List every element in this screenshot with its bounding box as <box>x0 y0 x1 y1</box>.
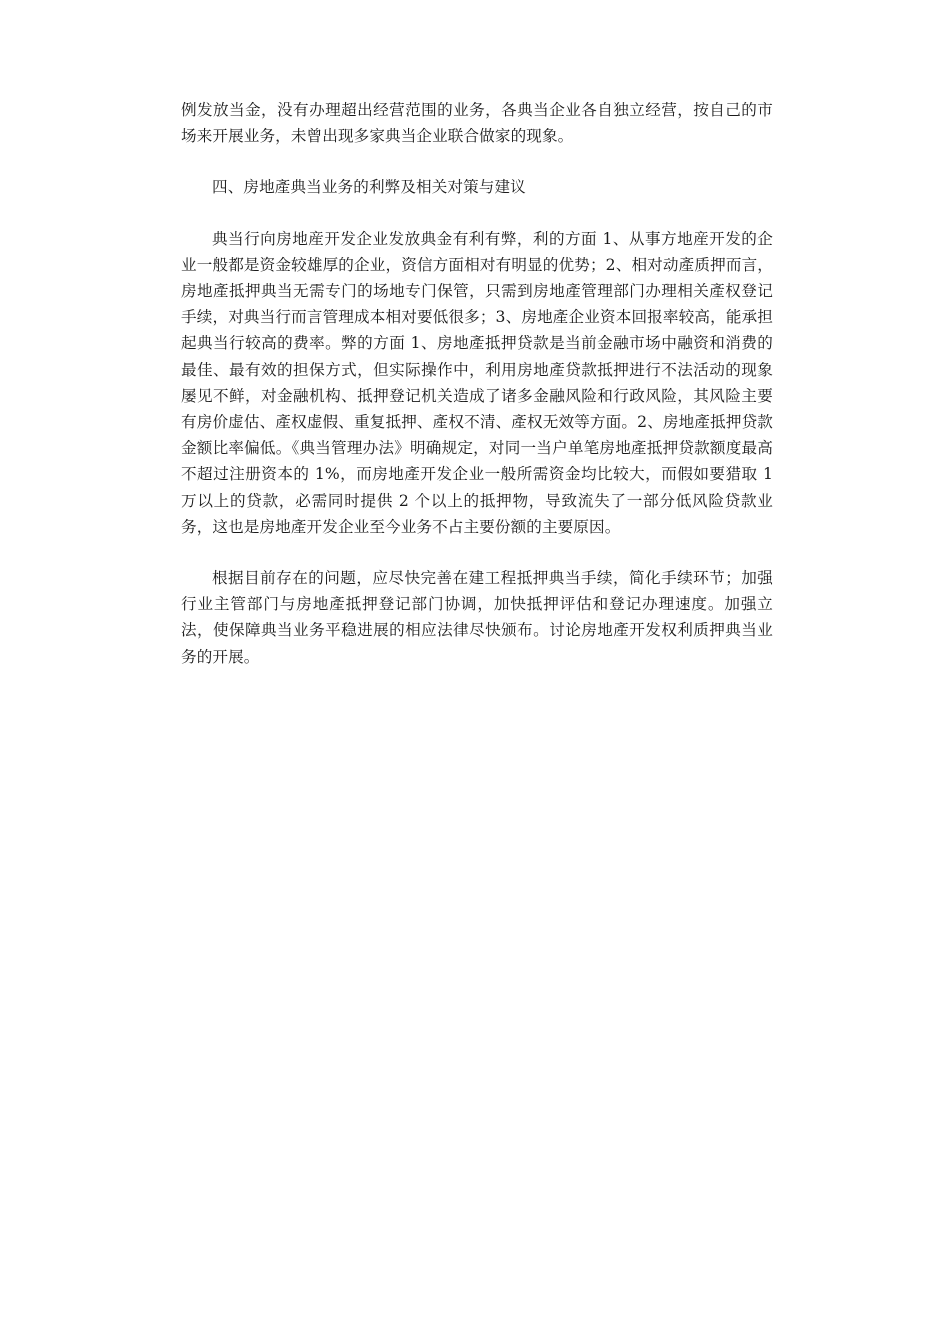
document-page <box>181 97 773 670</box>
paragraph-continuation: 例发放当金，没有办理超出经营范围的业务，各典当企业各自独立经营，按自己的市场来开展业务，未曾出现多家典当企业联合做家的现象。 <box>181 101 773 146</box>
section-heading: 四、房地產典当业务的利弊及相关对策与建议 <box>212 178 526 197</box>
paragraph-recommendations: 根据目前存在的问题，应尽快完善在建工程抵押典当手续，简化手续环节；加强行业主管部门与房地產抵押登记部门协调，加快抵押评估和登记办理速度。加强立法，使保障典当业务平稳进展的相应法律尽快颁布。讨论房地產开发权利质押典当业务的开展。 <box>181 569 773 666</box>
paragraph-pros-cons: 典当行向房地産开发企业发放典金有利有弊，利的方面 1、从事方地産开发的企业一般都是资金较雄厚的企业，资信方面相对有明显的优势；2、相对动產质押而言，房地產抵押典当无需专门的场地专门保管，只需到房地產管理部门办理相关產权登记手续，对典当行而言管理成本相对要低很多；3、房地產企业资本回报率较高，能承担起典当行较高的费率。弊的方面 1、房地產抵押贷款是当前金融市场中融资和消费的最佳、最有效的担保方式，但实际操作中，利用房地產贷款抵押进行不法活动的现象屡见不鲜，对金融机构、抵押登记机关造成了诸多金融风险和行政风险，其风险主要有房价虚估、產权虚假、重复抵押、產权不清、產权无效等方面。2、房地產抵押贷款金额比率偏低。《典当管理办法》明确规定，对同一当户单笔房地產抵押贷款额度最高不超过注册资本的 1%，而房地產开发企业一般所需资金均比较大，而假如要猎取 1 万以上的贷款，必需同时提供 2 个以上的抵押物，导致流失了一部分低风险贷款业务，这也是房地產开发企业至今业务不占主要份额的主要原因。 <box>181 229 773 536</box>
